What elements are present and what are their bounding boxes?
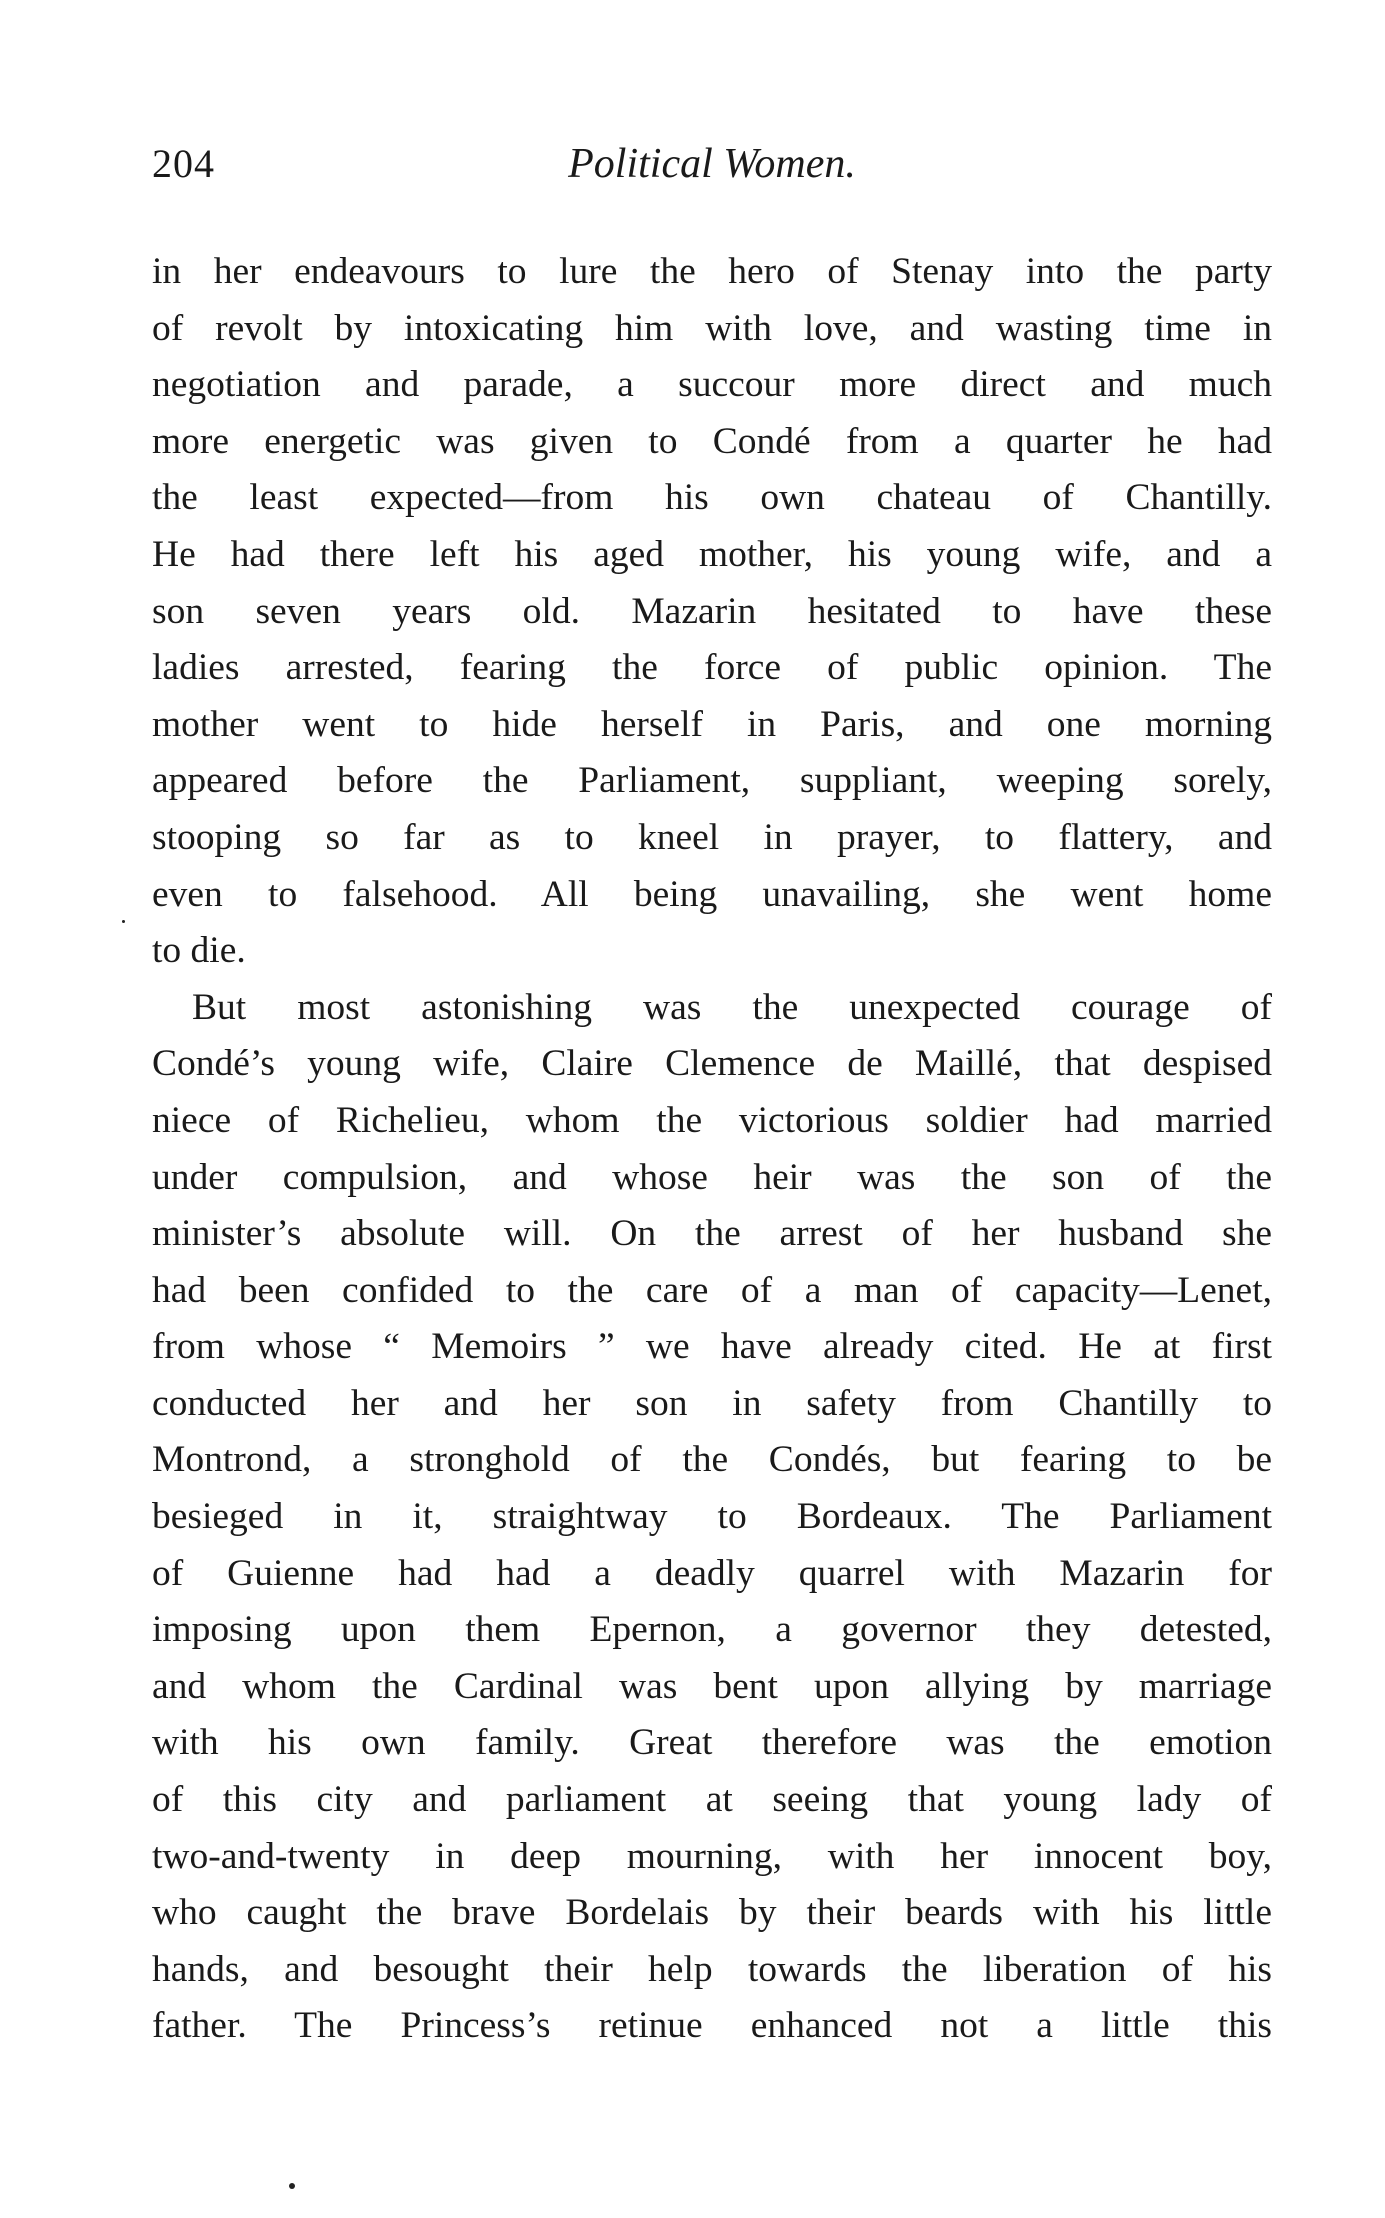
text-line: in her endeavours to lure the hero of Stenay into the party <box>152 251 1272 292</box>
text-line: besieged in it, straightway to Bordeaux. The Parliament <box>152 1496 1272 1538</box>
text-line: negotiation and parade, a succour more direct and much <box>152 364 1272 406</box>
body-text <box>152 244 1272 2055</box>
print-speck <box>289 2183 295 2189</box>
running-title: Political Women. <box>568 141 856 187</box>
text-line: imposing upon them Epernon, a governor they detested, <box>152 1609 1272 1651</box>
paragraph-1 <box>152 244 1272 980</box>
text-line: under compulsion, and whose heir was the son of the <box>152 1156 1272 1198</box>
text-line: father. The Princess’s retinue enhanced not a little this <box>152 2005 1272 2047</box>
text-line: even to falsehood. All being unavailing, she went home <box>152 873 1272 915</box>
text-line: of revolt by intoxicating him with love, and wasting time in <box>152 307 1272 349</box>
text-line: son seven years old. Mazarin hesitated to have these <box>152 590 1272 632</box>
text-line: Montrond, a stronghold of the Condés, but fearing to be <box>152 1439 1272 1481</box>
text-line: with his own family. Great therefore was the emotion <box>152 1722 1272 1764</box>
print-speck <box>122 920 125 923</box>
text-line: hands, and besought their help towards the liberation of his <box>152 1948 1272 1990</box>
text-line: ladies arrested, fearing the force of public opinion. The <box>152 647 1272 689</box>
text-line: He had there left his aged mother, his young wife, and a <box>152 533 1272 575</box>
running-head <box>152 140 1272 200</box>
text-line: appeared before the Parliament, suppliant, weeping sorely, <box>152 760 1272 802</box>
text-line: two-and-twenty in deep mourning, with her innocent boy, <box>152 1835 1272 1877</box>
page-number: 204 <box>152 141 215 186</box>
text-line: mother went to hide herself in Paris, and one morning <box>152 703 1272 745</box>
text-line: niece of Richelieu, whom the victorious soldier had married <box>152 1099 1272 1141</box>
text-line: who caught the brave Bordelais by their beards with his little <box>152 1892 1272 1934</box>
text-line: But most astonishing was the unexpected courage of <box>192 986 1272 1028</box>
text-line: more energetic was given to Condé from a quarter he had <box>152 420 1272 462</box>
text-line: from whose “ Memoirs ” we have already cited. He at first <box>152 1326 1272 1368</box>
text-line: the least expected—from his own chateau of Chantilly. <box>152 477 1272 519</box>
text-line: and whom the Cardinal was bent upon allying by marriage <box>152 1665 1272 1707</box>
text-line: conducted her and her son in safety from Chantilly to <box>152 1382 1272 1424</box>
text-line: Condé’s young wife, Claire Clemence de Maillé, that despised <box>152 1043 1272 1085</box>
paragraph-2 <box>152 980 1272 2055</box>
text-line: to die. <box>152 930 246 972</box>
text-line: of Guienne had had a deadly quarrel with Mazarin for <box>152 1552 1272 1594</box>
text-line: stooping so far as to kneel in prayer, to flattery, and <box>152 816 1272 858</box>
text-line: had been confided to the care of a man of capacity—Lenet, <box>152 1269 1272 1311</box>
text-line: of this city and parliament at seeing that young lady of <box>152 1779 1272 1821</box>
text-line: minister’s absolute will. On the arrest of her husband she <box>152 1213 1272 1255</box>
